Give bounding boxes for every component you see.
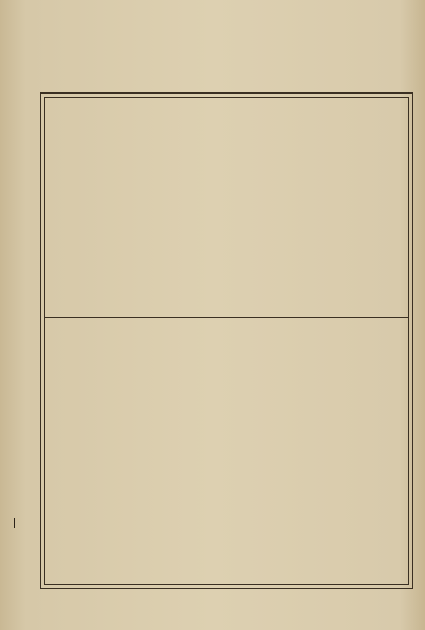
top-strip-text	[250, 6, 370, 90]
margin-mark	[14, 518, 15, 528]
middle-divider	[44, 317, 409, 318]
upper-section-text	[52, 102, 352, 312]
lower-section-text	[50, 322, 360, 580]
lower-section-title	[364, 350, 404, 550]
upper-section-title	[358, 120, 388, 280]
margin-running-title	[8, 140, 26, 270]
